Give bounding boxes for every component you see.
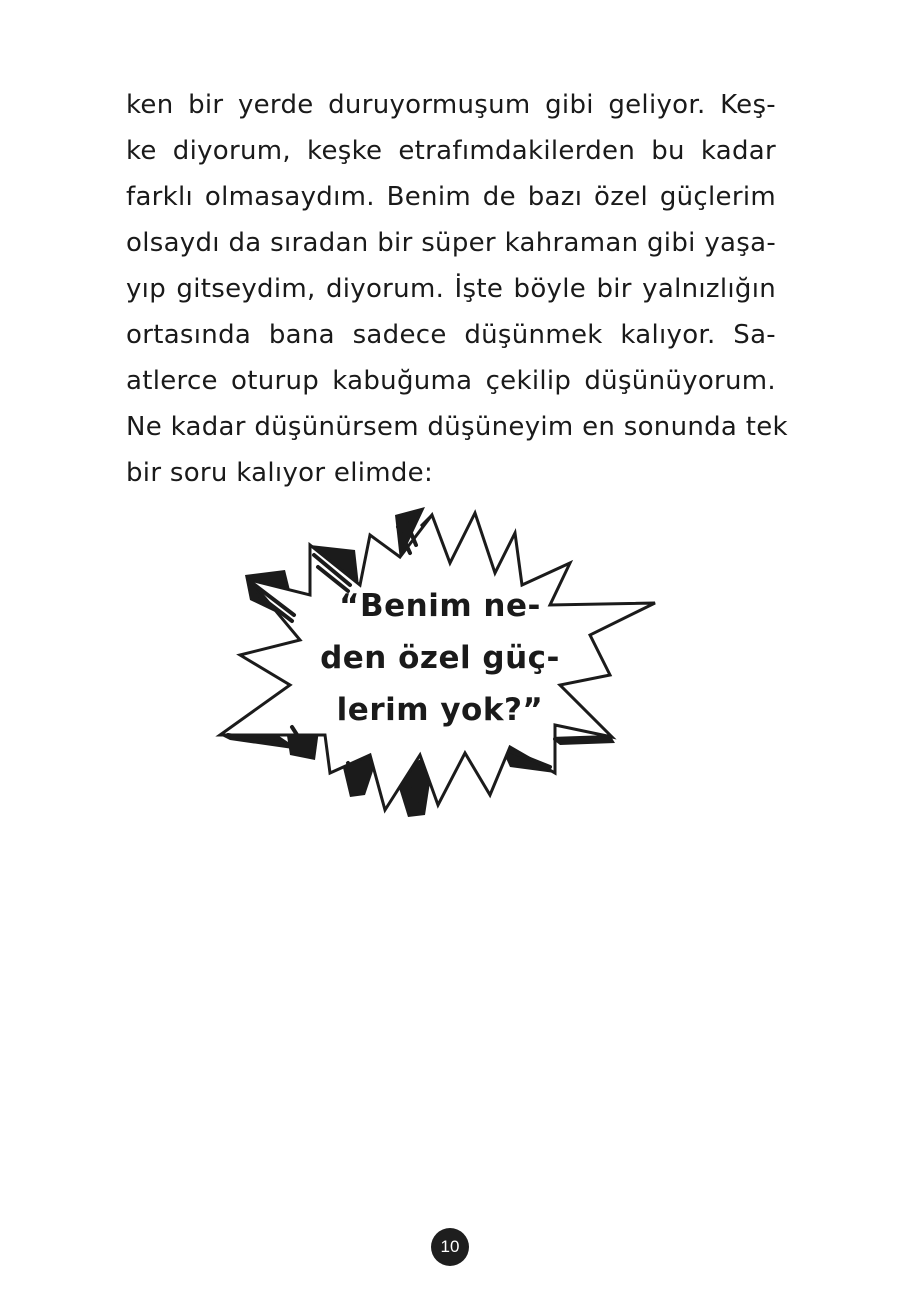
body-line: Ne kadar düşünürsem düşüneyim en sonunda tek bbox=[126, 412, 788, 442]
body-line: farklı olmasaydım. Benim de bazı özel güçlerim bbox=[126, 182, 776, 212]
burst-question-line: lerim yok?” bbox=[336, 692, 544, 728]
body-line: atlerce oturup kabuğuma çekilip düşünüyorum. bbox=[126, 366, 776, 396]
body-line: olsaydı da sıradan bir süper kahraman gibi yaşa- bbox=[126, 228, 776, 258]
body-line: ortasında bana sadece düşünmek kalıyor. Sa- bbox=[126, 320, 776, 350]
burst-question-line: den özel güç- bbox=[320, 640, 560, 676]
page-number-badge: 10 bbox=[431, 1228, 469, 1266]
burst-question-line: “Benim ne- bbox=[339, 588, 541, 624]
body-line: ken bir yerde duruyormuşum gibi geliyor. Keş- bbox=[126, 90, 776, 120]
burst-question bbox=[290, 580, 590, 736]
body-line: yıp gitseydim, diyorum. İşte böyle bir yalnızlığın bbox=[126, 274, 776, 304]
body-line: ke diyorum, keşke etrafımdakilerden bu kadar bbox=[126, 136, 776, 166]
body-paragraph bbox=[126, 82, 788, 496]
body-line: bir soru kalıyor elimde: bbox=[126, 458, 434, 488]
